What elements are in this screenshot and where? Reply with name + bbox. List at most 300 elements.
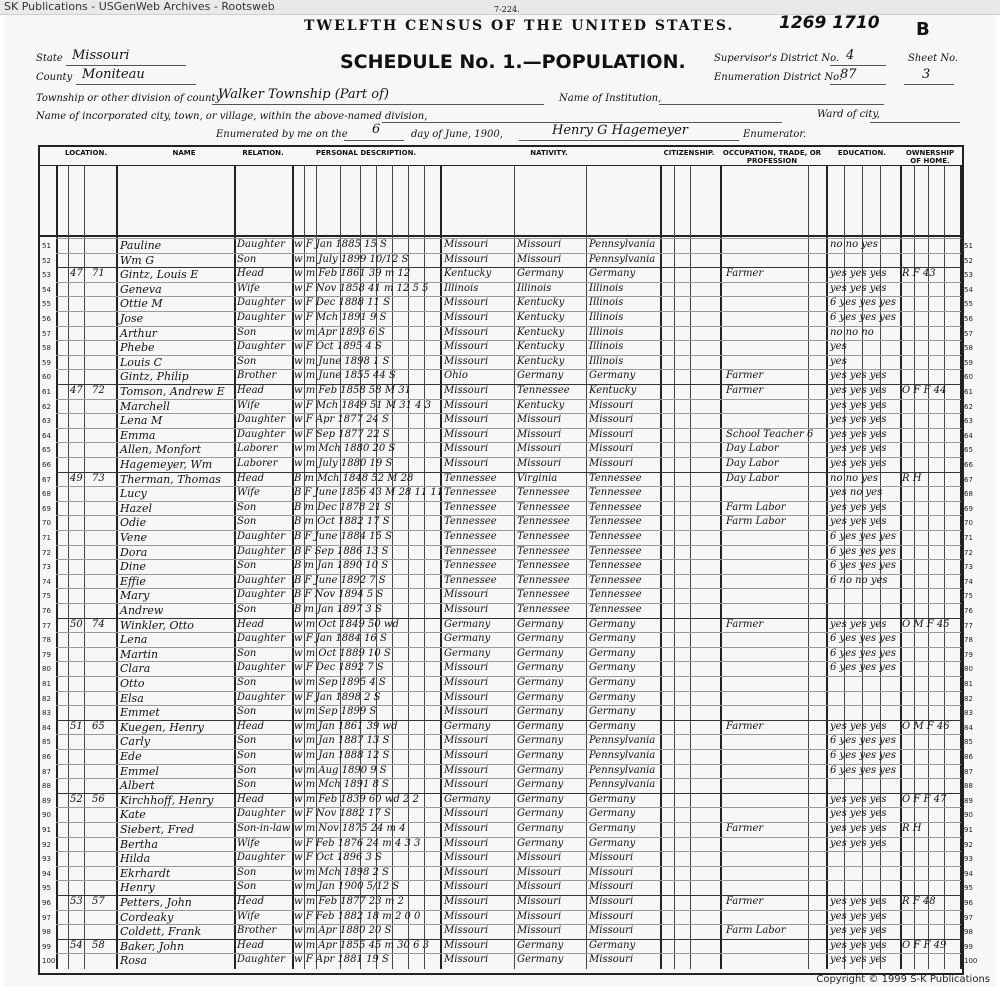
birthplace-person: Missouri: [444, 589, 489, 601]
col-line: [56, 165, 58, 969]
birthplace-mother: Tennessee: [589, 531, 642, 542]
relation: Wife: [237, 487, 260, 499]
county-label: County: [36, 72, 73, 83]
personal-description: w m Jan 1888 12 S: [294, 750, 390, 761]
personal-description: w F Mch 1849 51 M 31 4 3: [294, 399, 432, 411]
township-label: Township or other division of county: [36, 93, 222, 104]
birthplace-person: Missouri: [444, 837, 489, 849]
education: 6 yes yes yes: [830, 633, 896, 645]
line-number: 60: [42, 373, 51, 382]
personal-description: w m Jan 1861 39 wd: [294, 720, 398, 732]
row-rule: [56, 705, 961, 706]
education: yes yes yes: [830, 837, 887, 849]
row-rule: [56, 851, 961, 852]
personal-description: w m Feb 1839 60 wd 2 2: [294, 793, 419, 805]
education: yes yes yes: [830, 910, 887, 922]
header-divider: [40, 165, 960, 166]
person-name: Kirchhoff, Henry: [120, 793, 214, 807]
home-ownership: O F F 44: [902, 385, 947, 396]
education: 6 yes yes yes: [830, 750, 896, 761]
person-name: Arthur: [120, 326, 158, 340]
birthplace-mother: Germany: [589, 706, 636, 718]
relation: Daughter: [237, 589, 285, 601]
day-underline: [344, 140, 404, 141]
birthplace-father: Germany: [517, 793, 564, 805]
relation: Brother: [237, 370, 277, 382]
birthplace-father: Missouri: [517, 881, 562, 893]
line-number: 68: [964, 490, 973, 499]
relation: Daughter: [237, 341, 285, 353]
personal-description: w F Sep 1877 22 S: [294, 428, 390, 440]
person-name: Pauline: [120, 239, 162, 252]
birthplace-mother: Germany: [589, 939, 636, 951]
person-name: Ede: [120, 750, 142, 763]
birthplace-mother: Illinois: [589, 355, 624, 367]
birthplace-person: Tennessee: [444, 501, 497, 513]
birthplace-mother: Tennessee: [589, 589, 642, 601]
relation: Son: [237, 706, 257, 718]
census-title: TWELFTH CENSUS OF THE UNITED STATES.: [304, 18, 735, 34]
education: yes: [830, 355, 847, 367]
birthplace-person: Missouri: [444, 823, 489, 834]
line-number: 59: [42, 358, 51, 367]
relation: Daughter: [237, 414, 285, 426]
personal-description: w m Oct 1849 50 wd: [294, 618, 399, 630]
personal-description: w F Feb 1882 18 m 2 0 0: [294, 910, 421, 922]
birthplace-person: Missouri: [444, 910, 489, 922]
line-number: 93: [964, 855, 973, 864]
education: 6 yes yes yes: [830, 662, 896, 674]
birthplace-father: Tennessee: [517, 545, 570, 557]
birthplace-mother: Missouri: [589, 910, 634, 922]
line-number: 83: [964, 709, 973, 718]
person-name: Petters, John: [120, 896, 192, 909]
row-rule: [56, 311, 961, 312]
person-name: Vene: [120, 531, 148, 544]
education: yes yes yes: [830, 282, 887, 294]
person-name: Dora: [120, 545, 148, 559]
relation: Son: [237, 501, 257, 513]
birthplace-mother: Tennessee: [589, 560, 642, 572]
family-number: 74: [92, 618, 105, 630]
home-ownership: O F F 49: [902, 939, 947, 951]
birthplace-father: Tennessee: [517, 560, 570, 572]
relation: Son: [237, 866, 257, 878]
family-number: 71: [92, 268, 105, 280]
row-rule: [56, 253, 961, 254]
row-rule: [56, 807, 961, 808]
person-name: Otto: [120, 677, 145, 690]
birthplace-person: Missouri: [444, 297, 489, 309]
birthplace-father: Missouri: [517, 414, 562, 426]
line-number: 71: [42, 534, 51, 542]
education: yes: [830, 341, 847, 353]
row-rule: [56, 588, 961, 589]
person-name: Ekrhardt: [120, 866, 171, 880]
row-rule: [56, 428, 961, 429]
birthplace-father: Tennessee: [517, 574, 570, 586]
col-line: [586, 165, 587, 969]
dwelling-number: 52: [70, 793, 83, 805]
section-nativity: NATIVITY.: [530, 149, 568, 157]
line-number: 73: [964, 563, 973, 572]
row-rule: [56, 501, 961, 502]
line-number: 94: [42, 869, 51, 878]
personal-description: w F Oct 1895 4 S: [294, 341, 382, 353]
education: yes yes yes: [830, 823, 887, 834]
line-number: 54: [964, 285, 973, 294]
relation: Head: [237, 472, 265, 484]
birthplace-person: Missouri: [444, 779, 489, 791]
person-name: Emmel: [120, 764, 159, 778]
occupation: Day Labor: [726, 472, 779, 484]
birthplace-father: Missouri: [517, 896, 562, 907]
birthplace-person: Ohio: [444, 370, 468, 382]
line-number: 64: [42, 431, 51, 440]
relation: Daughter: [237, 531, 285, 542]
line-number: 96: [42, 899, 51, 907]
birthplace-person: Missouri: [444, 925, 489, 937]
line-number: 86: [42, 753, 51, 761]
line-number: 72: [964, 548, 973, 557]
education: 6 yes yes yes: [830, 735, 896, 747]
line-number: 98: [42, 928, 51, 937]
col-line: [944, 165, 945, 969]
occupation: Farmer: [726, 385, 764, 396]
education: 6 yes yes yes: [830, 531, 896, 542]
birthplace-mother: Pennsylvania: [589, 253, 656, 265]
line-number: 65: [964, 446, 973, 455]
person-name: Clara: [120, 662, 151, 676]
stamp-numbers: 1269 1710: [779, 13, 880, 33]
supervisor-underline: [830, 65, 886, 66]
birthplace-mother: Germany: [589, 268, 636, 280]
birthplace-mother: Germany: [589, 837, 636, 849]
row-rule: [56, 603, 961, 604]
enumeration-value: 87: [840, 67, 857, 82]
personal-description: w F Nov 1882 17 S: [294, 808, 391, 820]
relation: Daughter: [237, 297, 285, 309]
education: yes yes yes: [830, 925, 887, 937]
birthplace-mother: Missouri: [589, 954, 634, 966]
enumeration-underline: [830, 84, 886, 85]
birthplace-person: Kentucky: [444, 268, 492, 280]
birthplace-person: Missouri: [444, 852, 489, 864]
education: 6 yes yes yes: [830, 297, 896, 309]
person-name: Emma: [120, 428, 156, 442]
personal-description: w m Nov 1875 24 m 4: [294, 823, 406, 834]
row-rule: [56, 749, 961, 750]
line-number: 68: [42, 490, 51, 499]
person-name: Lena: [120, 633, 148, 647]
birthplace-mother: Kentucky: [589, 385, 637, 396]
birthplace-person: Tennessee: [444, 545, 497, 557]
institution-label: Name of Institution,: [559, 93, 662, 104]
line-number: 60: [964, 373, 973, 382]
line-number: 99: [964, 942, 973, 951]
birthplace-mother: Germany: [589, 662, 636, 674]
family-number: 72: [92, 385, 105, 396]
birthplace-father: Missouri: [517, 458, 562, 469]
birthplace-mother: Illinois: [589, 297, 624, 309]
education: yes no yes: [830, 487, 883, 499]
section-location: LOCATION.: [64, 149, 108, 157]
ward-label: Ward of city,: [817, 109, 880, 120]
line-number: 89: [964, 796, 973, 805]
education: 6 yes yes yes: [830, 560, 896, 572]
relation: Head: [237, 720, 265, 732]
line-number: 69: [42, 504, 51, 513]
line-number: 79: [964, 650, 973, 659]
relation: Son: [237, 881, 257, 893]
line-number: 88: [964, 782, 973, 791]
personal-description: B m Mch 1848 52 M 28: [294, 472, 414, 484]
birthplace-person: Illinois: [444, 282, 479, 294]
section-education: EDUCATION.: [837, 149, 887, 157]
form-number: 7-224.: [494, 5, 520, 14]
col-line: [900, 165, 902, 969]
col-line: [68, 165, 69, 969]
source-strip-text: SK Publications - USGenWeb Archives - Rootsweb: [4, 0, 275, 13]
person-name: Rosa: [120, 954, 148, 968]
row-rule: [56, 355, 961, 356]
line-number: 61: [42, 388, 51, 396]
education: 6 no no yes: [830, 574, 888, 586]
person-name: Ottie M: [120, 297, 163, 311]
row-rule: [56, 837, 961, 838]
occupation: Farmer: [726, 370, 764, 382]
education: yes yes yes: [830, 443, 887, 455]
birthplace-person: Missouri: [444, 691, 489, 703]
birthplace-person: Tennessee: [444, 487, 497, 499]
personal-description: w m Oct 1889 10 S: [294, 647, 391, 659]
col-line: [514, 165, 515, 969]
birthplace-father: Germany: [517, 662, 564, 674]
birthplace-mother: Missouri: [589, 399, 634, 411]
birthplace-father: Germany: [517, 750, 564, 761]
birthplace-mother: Pennsylvania: [589, 764, 656, 776]
line-number: 62: [42, 402, 51, 411]
row-rule: [56, 574, 961, 575]
relation: Laborer: [237, 458, 278, 469]
birthplace-father: Missouri: [517, 925, 562, 937]
birthplace-father: Germany: [517, 735, 564, 747]
line-number: 77: [964, 621, 973, 630]
home-ownership: O M F 46: [902, 720, 950, 732]
personal-description: B F Sep 1886 13 S: [294, 545, 389, 557]
family-number: 73: [92, 472, 105, 484]
birthplace-father: Kentucky: [517, 326, 565, 338]
dwelling-number: 47: [70, 268, 83, 280]
personal-description: w m July 1880 19 S: [294, 458, 393, 469]
birthplace-mother: Missouri: [589, 443, 634, 455]
birthplace-person: Germany: [444, 618, 491, 630]
line-number: 65: [42, 446, 51, 455]
personal-description: B F June 1856 43 M 28 11 11: [294, 487, 444, 499]
birthplace-person: Missouri: [444, 414, 489, 426]
personal-description: w m Mch 1898 2 S: [294, 866, 389, 878]
birthplace-person: Missouri: [444, 326, 489, 338]
city-label: Name of incorporated city, town, or village, within the above-named division,: [36, 111, 428, 122]
personal-description: w m Mch 1880 20 S: [294, 443, 396, 455]
birthplace-mother: Illinois: [589, 326, 624, 338]
birthplace-mother: Germany: [589, 618, 636, 630]
line-number: 62: [964, 402, 973, 411]
line-number: 53: [964, 271, 973, 280]
birthplace-person: Missouri: [444, 939, 489, 951]
birthplace-person: Missouri: [444, 750, 489, 761]
person-name: Kuegen, Henry: [120, 720, 204, 734]
education: yes yes yes: [830, 896, 887, 907]
person-name: Marchell: [120, 399, 170, 413]
col-line: [84, 165, 85, 969]
personal-description: w m Mch 1891 8 S: [294, 779, 389, 791]
birthplace-person: Missouri: [444, 253, 489, 265]
birthplace-father: Missouri: [517, 866, 562, 878]
birthplace-father: Illinois: [517, 282, 552, 294]
dwelling-number: 49: [70, 472, 83, 484]
line-number: 90: [42, 811, 51, 820]
line-number: 81: [964, 680, 973, 688]
line-number: 74: [42, 577, 51, 586]
birthplace-father: Tennessee: [517, 516, 570, 528]
birthplace-mother: Tennessee: [589, 574, 642, 586]
birthplace-person: Tennessee: [444, 516, 497, 528]
row-rule: [56, 778, 961, 779]
personal-description: w m Sep 1895 4 S: [294, 677, 386, 688]
relation: Daughter: [237, 545, 285, 557]
enumerator-value: Henry G Hagemeyer: [552, 123, 688, 138]
sheet-label: Sheet No.: [908, 53, 959, 64]
occupation: Day Labor: [726, 443, 779, 455]
dwelling-number: 54: [70, 939, 83, 951]
supervisor-label: Supervisor's District No.: [714, 53, 840, 64]
education: yes yes yes: [830, 939, 887, 951]
row-rule: [56, 632, 961, 633]
birthplace-mother: Pennsylvania: [589, 239, 656, 250]
col-line: [928, 165, 929, 969]
enumeration-label: Enumeration District No.: [714, 72, 843, 83]
person-name: Hilda: [120, 852, 151, 866]
row-rule: [56, 661, 961, 662]
education: no no no: [830, 326, 874, 338]
relation: Son: [237, 735, 257, 747]
personal-description: w m Apr 1893 6 S: [294, 326, 386, 338]
relation: Son-in-law: [237, 823, 291, 834]
relation: Wife: [237, 282, 260, 294]
line-number: 52: [42, 256, 51, 265]
education: yes yes yes: [830, 501, 887, 513]
birthplace-mother: Illinois: [589, 312, 624, 323]
personal-description: B F June 1892 7 S: [294, 574, 386, 586]
line-number: 55: [964, 300, 973, 309]
birthplace-father: Germany: [517, 720, 564, 732]
birthplace-mother: Pennsylvania: [589, 750, 656, 761]
birthplace-person: Tennessee: [444, 531, 497, 542]
birthplace-person: Missouri: [444, 385, 489, 396]
birthplace-mother: Germany: [589, 677, 636, 688]
person-name: Coldett, Frank: [120, 925, 202, 939]
personal-description: w F Mch 1891 9 S: [294, 312, 387, 323]
relation: Son: [237, 516, 257, 528]
birthplace-father: Tennessee: [517, 501, 570, 513]
birthplace-father: Germany: [517, 618, 564, 630]
personal-description: B F June 1884 15 S: [294, 531, 393, 542]
birthplace-person: Missouri: [444, 239, 489, 250]
row-rule: [56, 530, 961, 531]
birthplace-mother: Pennsylvania: [589, 779, 656, 791]
birthplace-father: Germany: [517, 779, 564, 791]
birthplace-person: Missouri: [444, 866, 489, 878]
person-name: Effie: [120, 574, 146, 588]
line-number: 100: [42, 957, 56, 966]
person-name: Gintz, Louis E: [120, 268, 199, 282]
personal-description: B m Jan 1897 3 S: [294, 604, 382, 615]
col-line: [960, 165, 962, 969]
line-number: 63: [964, 417, 973, 426]
education: yes yes yes: [830, 954, 887, 966]
line-number: 58: [964, 344, 973, 353]
line-number: 55: [42, 300, 51, 309]
row-rule: [56, 676, 961, 677]
birthplace-father: Germany: [517, 939, 564, 951]
line-number: 84: [42, 723, 51, 732]
education: 6 yes yes yes: [830, 764, 896, 776]
line-number: 70: [964, 519, 973, 528]
birthplace-father: Germany: [517, 691, 564, 703]
stamp-letter: B: [916, 19, 930, 40]
row-rule: [56, 691, 961, 692]
relation: Head: [237, 385, 265, 396]
personal-description: w F Feb 1876 24 m 4 3 3: [294, 837, 421, 849]
row-rule: [56, 866, 961, 867]
birthplace-person: Missouri: [444, 662, 489, 674]
occupation: Farm Labor: [726, 925, 786, 937]
line-number: 78: [42, 636, 51, 645]
row-rule: [56, 734, 961, 735]
section-occupation: OCCUPATION, TRADE, OR PROFESSION: [722, 149, 822, 165]
line-number: 89: [42, 796, 51, 805]
county-value: Moniteau: [82, 67, 145, 82]
line-number: 84: [964, 723, 973, 732]
birthplace-mother: Germany: [589, 633, 636, 645]
dwelling-number: 53: [70, 896, 83, 907]
day-value: 6: [372, 122, 381, 137]
birthplace-father: Virginia: [517, 472, 558, 484]
birthplace-person: Tennessee: [444, 472, 497, 484]
education: yes yes yes: [830, 370, 887, 382]
relation: Daughter: [237, 428, 285, 440]
person-name: Mary: [120, 589, 150, 603]
personal-description: w m Feb 1861 39 m 12: [294, 268, 411, 280]
birthplace-mother: Illinois: [589, 282, 624, 294]
education: yes yes yes: [830, 458, 887, 469]
row-rule: [56, 953, 961, 954]
home-ownership: O M F 45: [902, 618, 950, 630]
person-name: Therman, Thomas: [120, 472, 221, 486]
row-rule: [56, 939, 961, 940]
header-bottom-rule: [40, 235, 960, 237]
education: yes yes yes: [830, 793, 887, 805]
row-rule: [56, 399, 961, 400]
person-name: Dine: [120, 560, 146, 574]
line-number: 51: [42, 242, 51, 250]
line-number: 64: [964, 431, 973, 440]
birthplace-person: Missouri: [444, 399, 489, 411]
birthplace-mother: Missouri: [589, 414, 634, 426]
birthplace-mother: Tennessee: [589, 516, 642, 528]
birthplace-father: Germany: [517, 837, 564, 849]
